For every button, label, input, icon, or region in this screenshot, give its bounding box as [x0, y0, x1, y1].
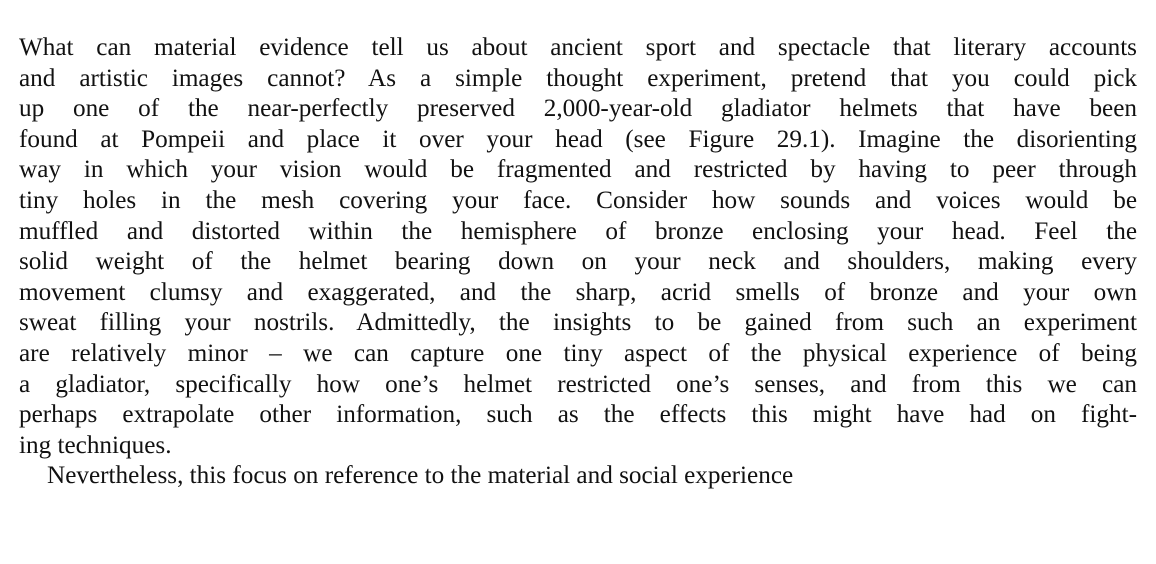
text-line: up one of the near-perfectly preserved 2,000-year-old gladiator helmets that have been: [19, 95, 1137, 123]
text-line-partial: Nevertheless, this focus on reference to the material and social experience: [47, 462, 794, 490]
text-line: movement clumsy and exaggerated, and the sharp, acrid smells of bronze and your own: [19, 278, 1137, 306]
text-line: sweat filling your nostrils. Admittedly, the insights to be gained from such an experiment: [19, 309, 1137, 337]
text-line: a gladiator, specifically how one’s helmet restricted one’s senses, and from this we can: [19, 370, 1137, 398]
text-line: solid weight of the helmet bearing down on your neck and shoulders, making every: [19, 248, 1137, 276]
text-line: way in which your vision would be fragmented and restricted by having to peer through: [19, 156, 1137, 184]
text-line: tiny holes in the mesh covering your face. Consider how sounds and voices would be: [19, 186, 1137, 214]
text-line: found at Pompeii and place it over your head (see Figure 29.1). Imagine the disorienting: [19, 125, 1137, 153]
text-line: and artistic images cannot? As a simple thought experiment, pretend that you could pick: [19, 64, 1137, 92]
body-paragraph: [19, 33, 1137, 492]
text-line: perhaps extrapolate other information, such as the effects this might have had on fight-: [19, 401, 1137, 429]
text-line: are relatively minor – we can capture one tiny aspect of the physical experience of being: [19, 339, 1137, 367]
text-line: What can material evidence tell us about ancient sport and spectacle that literary accounts: [19, 34, 1137, 61]
text-line: muffled and distorted within the hemisphere of bronze enclosing your head. Feel the: [19, 217, 1137, 245]
text-line: ing techniques.: [19, 431, 172, 459]
